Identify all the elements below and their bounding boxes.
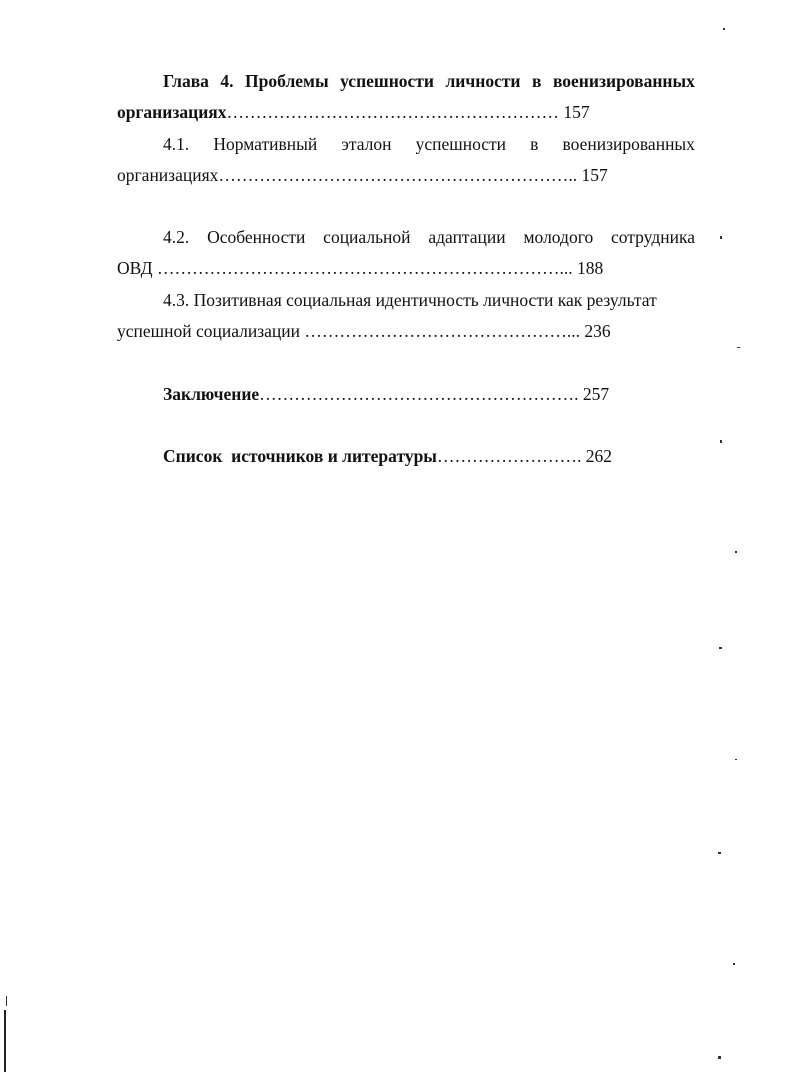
section-4-2-line-1 (163, 227, 695, 247)
scan-speck (718, 1056, 721, 1059)
section-4-1-line-1 (163, 134, 695, 154)
section-4-3-line-2 (117, 321, 637, 341)
chapter-4-title-line-1 (163, 71, 695, 91)
scan-speck (720, 440, 722, 443)
word: Проблемы (245, 71, 329, 91)
page-number: 157 (581, 165, 608, 185)
conclusion-entry (163, 384, 609, 404)
leader-dots: ……………………. (436, 446, 582, 466)
page-number: 157 (563, 102, 590, 122)
word: Глава (163, 71, 209, 91)
word: сотрудника (611, 227, 695, 247)
word: 4. (220, 71, 234, 91)
section-4-2-line-2 (117, 258, 637, 278)
scan-speck (719, 647, 722, 649)
chapter-4-title-end: организациях (117, 102, 227, 122)
leader-dots: ………………………………………………… (226, 102, 560, 122)
word: адаптации (428, 227, 506, 247)
scan-speck (735, 759, 737, 760)
scan-speck (733, 963, 735, 965)
leader-dots: ………………………………………... (300, 321, 581, 341)
scan-speck (723, 28, 725, 30)
word: 4.2. (163, 227, 190, 247)
section-4-1-line-2 (117, 165, 637, 185)
word: в (530, 134, 539, 154)
word: военизированных (552, 71, 695, 91)
leader-dots: …………………………………………………….. (218, 165, 578, 185)
page-number: 257 (582, 384, 610, 404)
word: социальной (323, 227, 411, 247)
scan-speck (720, 236, 722, 239)
bibliography-title: Список источников и литературы (163, 446, 437, 466)
leader-dots: ………………………………………………. (259, 384, 579, 404)
chapter-4-title-line-2 (117, 102, 637, 122)
scan-speck (737, 347, 740, 348)
section-4-3-line-1: 4.3. Позитивная социальная идентичность личности как результат (163, 290, 657, 310)
section-4-2-title-end: ОВД (117, 258, 153, 278)
word: молодого (523, 227, 594, 247)
scan-binding-edge (4, 1010, 6, 1072)
page-number: 262 (585, 446, 612, 466)
section-4-3-title-end: успешной социализации (117, 321, 301, 341)
word: в (532, 71, 542, 91)
section-4-1-title-end: организациях (117, 165, 219, 185)
word: военизированных (562, 134, 695, 154)
word: 4.1. (163, 134, 190, 154)
scan-speck (735, 551, 737, 553)
scan-speck (718, 852, 721, 854)
page-number: 188 (576, 258, 604, 278)
word: успешности (340, 71, 434, 91)
word: Нормативный (213, 134, 318, 154)
conclusion-title: Заключение (163, 384, 260, 404)
page-number: 236 (584, 321, 611, 341)
leader-dots: ……………………………………………………………... (152, 258, 573, 278)
bibliography-entry (163, 446, 612, 466)
scan-speck (6, 996, 7, 1006)
word: Особенности (207, 227, 306, 247)
word: эталон (341, 134, 392, 154)
word: личности (445, 71, 521, 91)
word: успешности (415, 134, 507, 154)
